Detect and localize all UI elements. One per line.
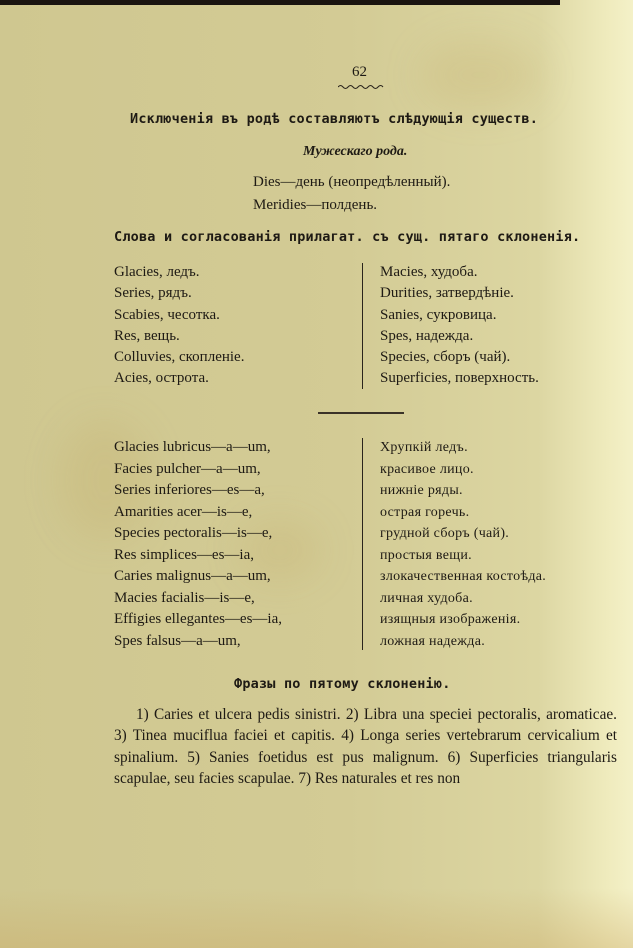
vocab-entry: Sanies, сукровица. — [380, 306, 497, 323]
vocab-entry: Macies, худоба. — [380, 264, 478, 280]
column-divider — [362, 438, 363, 650]
page-number-ornament — [338, 84, 384, 90]
vocab-entry: Acies, острота. — [114, 370, 209, 387]
vocab-entry: Scabies, чесотка. — [114, 306, 220, 323]
vocab-entry: Durities, затвердѣніе. — [380, 285, 514, 302]
latin-phrase: Caries malignus—a—um, — [114, 568, 271, 584]
russian-translation: нижніе ряды. — [380, 483, 463, 498]
latin-phrase: Macies facialis—is—e, — [114, 589, 255, 606]
russian-translation: Хрупкій ледъ. — [380, 440, 468, 455]
column-divider — [362, 263, 363, 389]
vocab-entry: Series, рядъ. — [114, 285, 192, 302]
russian-translation: изящныя изображенія. — [380, 612, 521, 627]
latin-phrase: Facies pulcher—a—um, — [114, 460, 261, 477]
entry-meridies: Meridies—полдень. — [253, 197, 378, 213]
phrases-paragraph: 1) Caries et ulcera pedis sinistri. 2) Libra una speciei pectoralis, aromaticae. 3) Tinea muciflua faciei et capitis. 4) Longa series vertebrarum cervicalium et spinalium. 5) Sanies foetidus est pus malignum. 6) Superficies triangularis scapulae, seu facies scapulae. 7) Res naturales et res non — [114, 706, 617, 788]
russian-translation: грудной сборъ (чай). — [380, 526, 510, 541]
vocabulary-right-column — [380, 262, 539, 390]
latin-phrase: Species pectoralis—is—e, — [114, 525, 273, 541]
latin-phrases-column — [114, 437, 282, 652]
subtitle-masculine: Мужескаго рода. — [303, 144, 408, 159]
russian-translation: острая горечь. — [380, 504, 470, 520]
vocabulary-left-column — [114, 262, 244, 390]
vocab-entry: Colluvies, скопленіе. — [114, 349, 245, 366]
latin-phrase: Effigies ellegantes—es—ia, — [114, 611, 283, 627]
russian-translation: личная худоба. — [380, 590, 473, 606]
page-number: 62 — [352, 64, 367, 80]
latin-phrase: Series inferiores—es—a, — [114, 482, 265, 498]
russian-translation: злокачественная костоѣда. — [380, 569, 547, 584]
paper-bottom-discoloration — [0, 888, 633, 948]
section-heading-vocabulary: Слова и согласованія прилагат. съ сущ. пятаго склоненія. — [114, 229, 581, 245]
russian-translation: красивое лицо. — [380, 461, 474, 477]
latin-phrase: Glacies lubricus—a—um, — [114, 439, 271, 455]
vocab-entry: Glacies, ледъ. — [114, 264, 200, 280]
vocab-entry: Res, вещь. — [114, 327, 180, 344]
vocab-entry: Superficies, поверхность. — [380, 370, 539, 387]
russian-translation: ложная надежда. — [380, 633, 486, 649]
vocab-entry: Spes, надежда. — [380, 327, 474, 344]
latin-phrase: Spes falsus—a—um, — [114, 632, 241, 649]
section-heading-exceptions: Исключенія въ родѣ составляютъ слѣдующія существ. — [130, 111, 539, 127]
section-separator — [318, 412, 404, 414]
latin-phrase: Res simplices—es—ia, — [114, 546, 254, 563]
russian-translation: простыя вещи. — [380, 547, 472, 563]
scan-top-edge — [0, 0, 560, 5]
section-heading-phrases: Фразы по пятому склоненію. — [234, 676, 451, 692]
paper-stain — [420, 40, 540, 110]
entry-dies: Dies—день (неопредѣленный). — [253, 174, 451, 190]
vocab-entry: Species, сборъ (чай). — [380, 349, 511, 366]
latin-phrase: Amarities acer—is—e, — [114, 503, 253, 520]
russian-translations-column — [380, 437, 546, 652]
